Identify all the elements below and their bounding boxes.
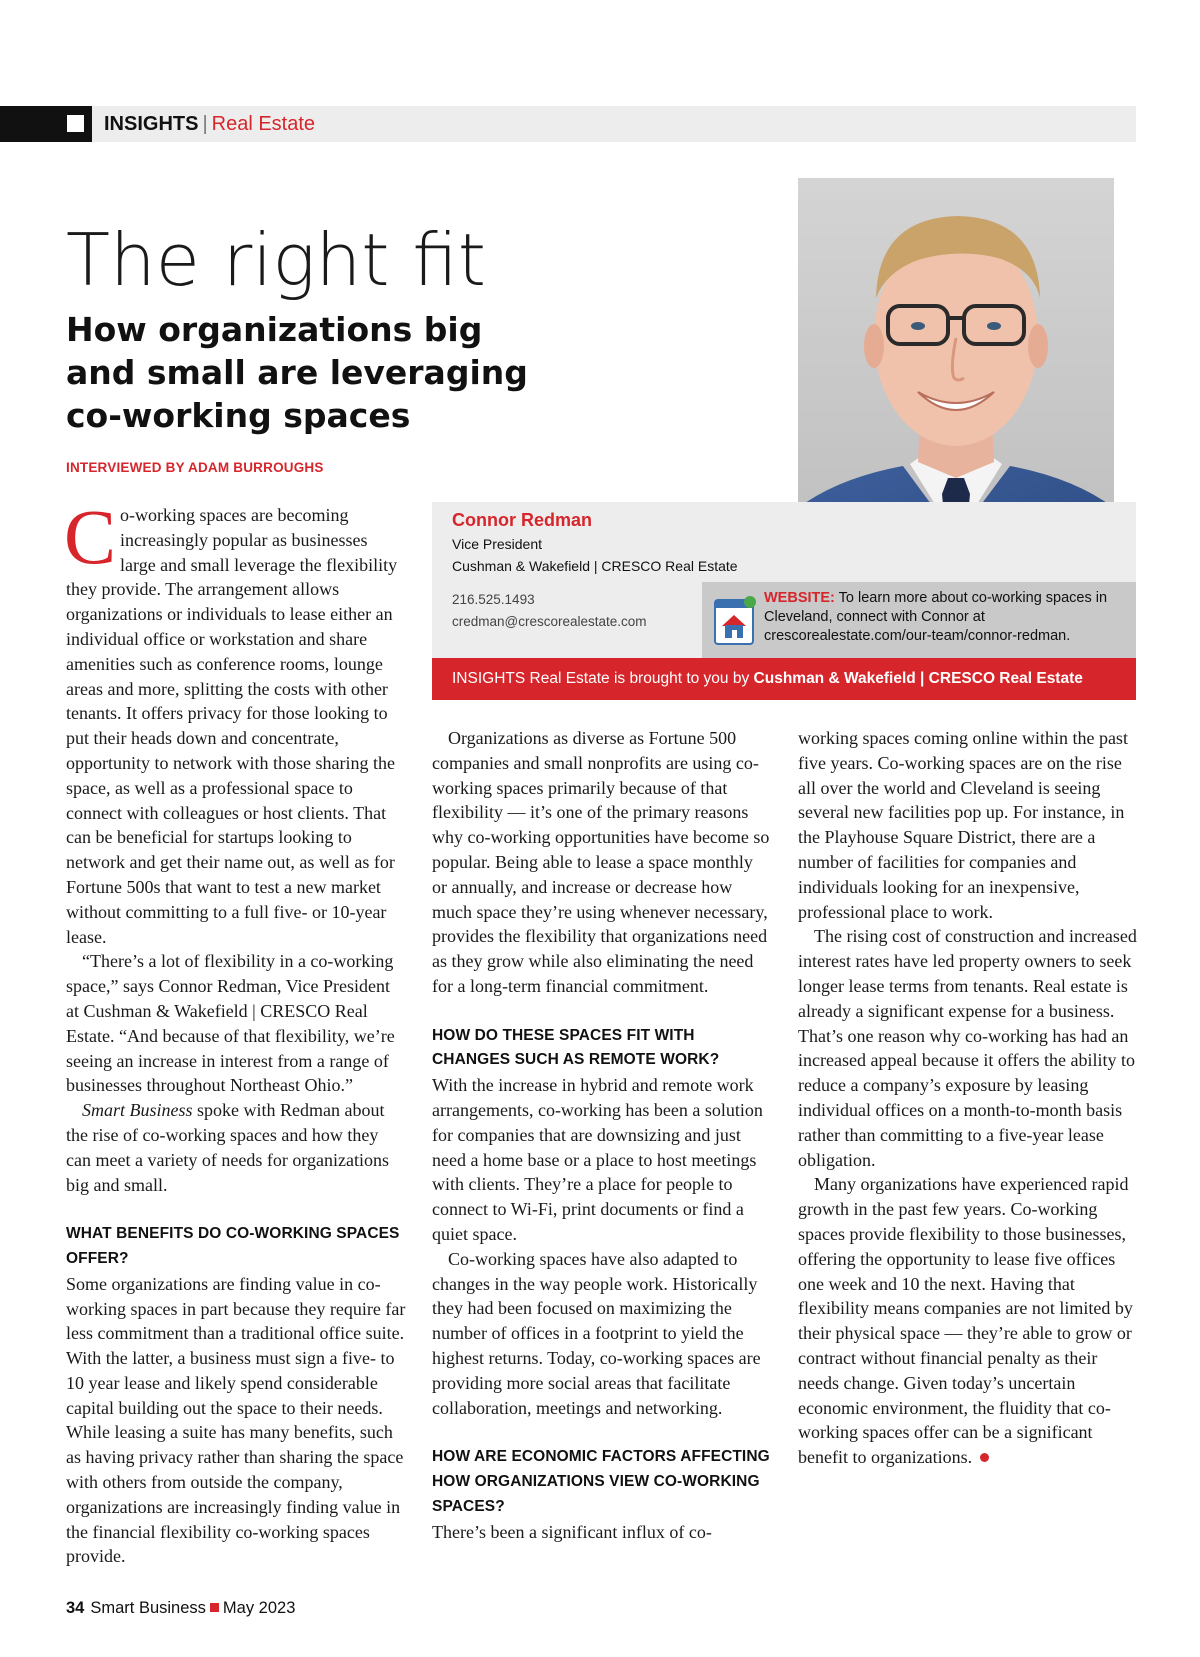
website-text bbox=[764, 589, 1134, 646]
publication-name: Smart Business bbox=[82, 1100, 193, 1121]
article-paragraph: The rising cost of construction and increased interest rates have led property owners to seek longer lease terms from tenants. Real estate is already a significant expense for a business. That’s one reason why co-working has had an increased appeal because it offers the ability to reduce a company’s exposure by leasing individual offices on a month-to-month basis rather than committing to a five-year lease obligation. bbox=[798, 926, 1137, 1170]
section-square-icon bbox=[67, 115, 84, 132]
article-paragraph: working spaces coming online within the past five years. Co-working spaces are on the rise all over the world and Cleveland is seeing several new facilities pop up. For instance, in the Playhouse Square District, there are a number of facilities for companies and individuals looking for an inexpensive, professional place to work. bbox=[798, 728, 1128, 922]
drop-cap: C bbox=[64, 493, 117, 580]
website-label: WEBSITE: bbox=[764, 590, 835, 606]
contact-name: Connor Redman bbox=[452, 510, 593, 530]
section-heading: HOW ARE ECONOMIC FACTORS AFFECTING HOW ORGANIZATIONS VIEW CO-WORKING SPACES? bbox=[432, 1448, 770, 1515]
article-paragraph: Co-working spaces have also adapted to changes in the way people work. Historically they had been focused on maximizing the number of offices in a footprint to yield the highest returns. Today, co-working spaces are providing more social areas that facilitate collaboration, meetings and networking. bbox=[432, 1248, 761, 1418]
sponsor-banner bbox=[432, 658, 1136, 700]
website-icon bbox=[714, 594, 756, 646]
contact-email[interactable]: credman@crescorealestate.com bbox=[452, 614, 647, 629]
article-paragraph: Organizations as diverse as Fortune 500 companies and small nonprofits are using co-working spaces primarily because of that flexibility — it’s one of the primary reasons why co-working opportunities have become so popular. Being able to lease a space monthly or annually, and increase or decrease how much space they’re using whenever necessary, provides the flexibility that organizations need as they grow while also eliminating the need for a long-term financial commitment. bbox=[432, 728, 770, 996]
contact-company: Cushman & Wakefield | CRESCO Real Estate bbox=[452, 558, 738, 574]
footer-publication: Smart Business bbox=[90, 1599, 206, 1617]
globe-icon bbox=[744, 596, 756, 608]
contact-card bbox=[432, 502, 1136, 658]
page-number: 34 bbox=[66, 1599, 85, 1617]
section-header-bar bbox=[0, 106, 1136, 142]
page-footer bbox=[66, 1599, 295, 1618]
section-heading: WHAT BENEFITS DO CO-WORKING SPACES OFFER? bbox=[66, 1225, 400, 1267]
article-paragraph: With the increase in hybrid and remote work arrangements, co-working has been a solution for companies that are downsizing and just need a home base or a place to host meetings with clients. They’re a place for people to connect to Wi-Fi, print documents or find a quiet space. bbox=[432, 1075, 763, 1244]
article-column-3 bbox=[798, 726, 1138, 1470]
footer-separator-icon bbox=[210, 1603, 219, 1612]
article-column-2 bbox=[432, 726, 772, 1544]
article-paragraph: Co-working spaces are becoming increasingly popular as businesses large and small leverage the flexibility they provide. The arrangement allows organizations or individuals to lease either an individual office or workstation and share amenities such as conference rooms, lounge areas and more, splitting the costs with other tenants. It offers privacy for those looking to put their heads down and concentrate, opportunity to network with those sharing the space, as well as a professional space to connect with colleagues or host clients. That can be beneficial for startups looking to network and get their name out, as well as for Fortune 500s that want to test a new market without committing to a full five- or 10-year lease. bbox=[64, 493, 398, 947]
article-paragraph: There’s been a significant influx of co- bbox=[432, 1521, 712, 1542]
article-paragraph: “There’s a lot of flexibility in a co-working space,” says Connor Redman, Vice President at Cushman & Wakefield | CRESCO Real Estate. “And because of that flexibility, we’re seeing an increase in interest from a range of businesses throughout Northeast Ohio.” bbox=[66, 951, 395, 1096]
end-bullet-icon bbox=[980, 1453, 989, 1462]
article-paragraph: Many organizations have experienced rapid growth in the past few years. Co-working spaces provide flexibility to those businesses, offering the opportunity to lease five offices one week and 10 the next. Having that flexibility means companies are not limited by their physical space — they’re able to grow or contract without financial penalty as their needs change. Given today’s uncertain economic environment, the fluidity that co-working spaces offer can be a significant benefit to organizations. bbox=[798, 1174, 1133, 1468]
headline: The right fit bbox=[66, 218, 486, 302]
sponsor-text: INSIGHTS Real Estate is brought to you by bbox=[452, 670, 754, 687]
footer-date: May 2023 bbox=[222, 1599, 296, 1617]
article-paragraph: Some organizations are finding value in co-working spaces in part because they require far less commitment than a traditional office suite. With the latter, a business must sign a five- to 10 year lease and likely spend considerable capital building out the space to their needs. While leasing a suite has many benefits, such as having privacy rather than sharing the space with others from outside the company, organizations are increasingly finding value in the financial flexibility co-working spaces provide. bbox=[66, 1273, 406, 1567]
byline: INTERVIEWED BY ADAM BURROUGHS bbox=[66, 460, 324, 475]
section-heading: HOW DO THESE SPACES FIT WITH CHANGES SUCH AS REMOTE WORK? bbox=[432, 1026, 720, 1069]
website-callout bbox=[702, 582, 1136, 658]
section-label bbox=[104, 112, 315, 136]
article-column-1 bbox=[64, 493, 406, 1569]
contact-phone[interactable]: 216.525.1493 bbox=[452, 592, 535, 607]
website-description[interactable]: To learn more about co-working spaces in Cleveland, connect with Connor at crescorealestate.com/our-team/connor-redman. bbox=[764, 590, 1108, 644]
section-separator: | bbox=[202, 113, 208, 135]
article-paragraph: Smart Business spoke with Redman about the rise of co-working spaces and how they can meet a variety of needs for organizations big and small. bbox=[66, 1100, 390, 1195]
section-title: INSIGHTS bbox=[104, 113, 199, 135]
sponsor-name: Cushman & Wakefield | CRESCO Real Estate bbox=[753, 670, 1083, 687]
section-subtitle: Real Estate bbox=[211, 113, 316, 135]
contact-title: Vice President bbox=[452, 536, 543, 552]
deck-subheadline: How organizations big and small are leveraging co-working spaces bbox=[66, 310, 528, 435]
